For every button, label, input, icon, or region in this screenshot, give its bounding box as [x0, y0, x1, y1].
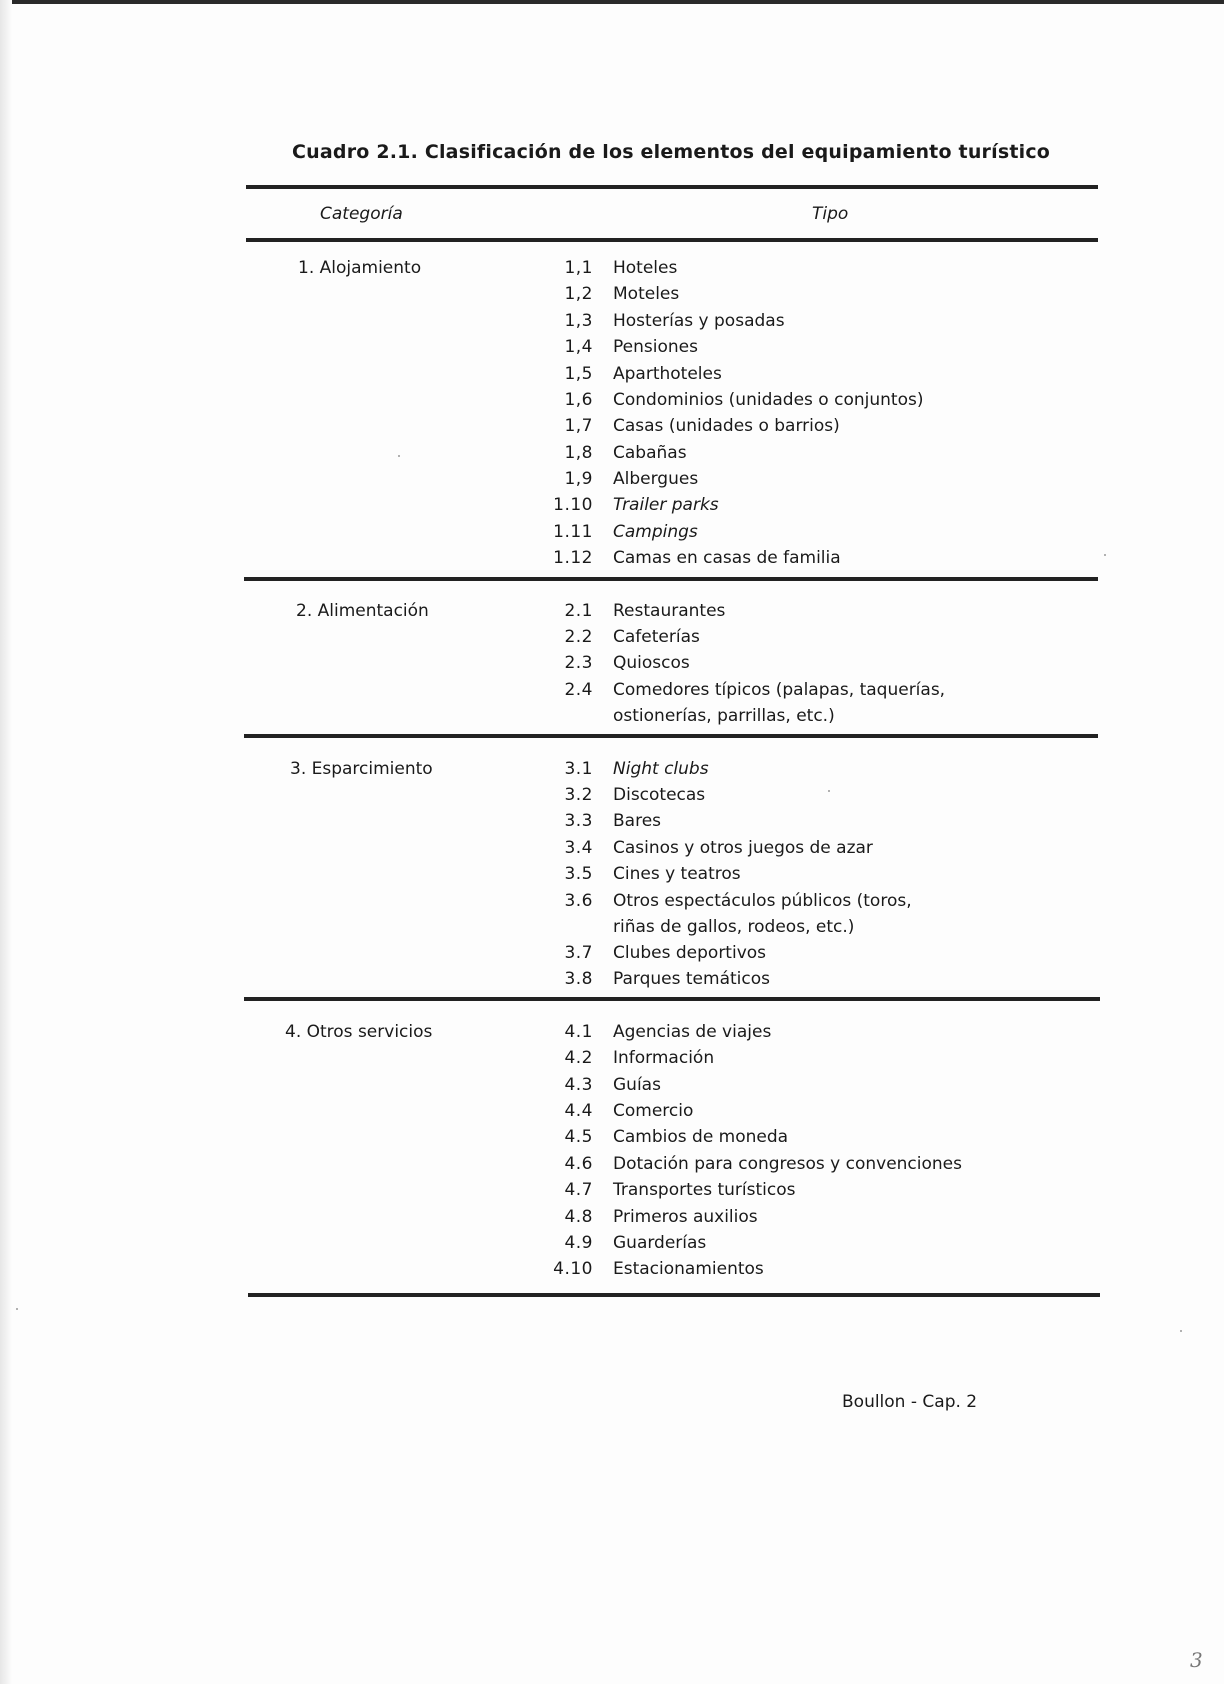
table-row — [0, 548, 1224, 574]
item-number: 1,5 — [564, 364, 593, 384]
item-text: Estacionamientos — [613, 1259, 764, 1279]
item-number: 2.1 — [564, 601, 593, 621]
bottom-rule — [248, 1293, 1100, 1297]
header-categoria: Categoría — [320, 204, 403, 224]
category-esparcimiento: 3. Esparcimiento — [290, 759, 433, 779]
table-row — [0, 1022, 1224, 1048]
item-text: Guarderías — [613, 1233, 707, 1253]
item-number: 4.8 — [564, 1207, 593, 1227]
category-alimentacion: 2. Alimentación — [296, 601, 429, 621]
table-row — [0, 1207, 1224, 1233]
item-text: ostionerías, parrillas, etc.) — [613, 706, 835, 726]
table-row — [0, 706, 1224, 732]
table-row — [0, 364, 1224, 390]
table-row — [0, 943, 1224, 969]
group-rule — [244, 997, 1100, 1001]
group-rule — [244, 577, 1098, 581]
table-row — [0, 680, 1224, 706]
table-row — [0, 1259, 1224, 1285]
table-row — [0, 627, 1224, 653]
item-text: Hoteles — [613, 258, 678, 278]
table-row — [0, 1154, 1224, 1180]
table-row — [0, 1180, 1224, 1206]
table-row — [0, 311, 1224, 337]
item-text: Night clubs — [613, 759, 709, 779]
group-rule — [244, 734, 1098, 738]
item-text: Albergues — [613, 469, 699, 489]
table-row — [0, 969, 1224, 995]
item-number: 4.5 — [564, 1127, 593, 1147]
item-text: Guías — [613, 1075, 661, 1095]
item-number: 1.11 — [553, 522, 593, 542]
item-number: 4.6 — [564, 1154, 593, 1174]
table-row — [0, 495, 1224, 521]
table-row — [0, 759, 1224, 785]
item-number: 2.4 — [564, 680, 593, 700]
item-text: Trailer parks — [613, 495, 719, 515]
item-number: 4.2 — [564, 1048, 593, 1068]
table-row — [0, 917, 1224, 943]
item-number: 4.7 — [564, 1180, 593, 1200]
item-text: Moteles — [613, 284, 680, 304]
table-row — [0, 390, 1224, 416]
item-text: Clubes deportivos — [613, 943, 767, 963]
item-number: 3.1 — [564, 759, 593, 779]
item-text: Camas en casas de familia — [613, 548, 841, 568]
item-number: 1,9 — [564, 469, 593, 489]
table-row — [0, 1233, 1224, 1259]
item-text: Cines y teatros — [613, 864, 741, 884]
item-text: Otros espectáculos públicos (toros, — [613, 891, 912, 911]
item-text: Discotecas — [613, 785, 706, 805]
item-text: Casinos y otros juegos de azar — [613, 838, 873, 858]
item-number: 4.1 — [564, 1022, 593, 1042]
scan-speck — [1180, 1330, 1182, 1332]
scan-speck — [1104, 554, 1106, 556]
item-text: Campings — [613, 522, 698, 542]
table-row — [0, 838, 1224, 864]
item-number: 4.4 — [564, 1101, 593, 1121]
item-text: Quioscos — [613, 653, 690, 673]
item-text: Transportes turísticos — [613, 1180, 796, 1200]
table-row — [0, 522, 1224, 548]
item-text: Casas (unidades o barrios) — [613, 416, 840, 436]
header-rule — [246, 238, 1098, 242]
item-text: Hosterías y posadas — [613, 311, 785, 331]
category-otros-servicios: 4. Otros servicios — [285, 1022, 433, 1042]
item-number: 4.3 — [564, 1075, 593, 1095]
item-text: Aparthoteles — [613, 364, 722, 384]
top-rule — [246, 185, 1098, 189]
footer-source: Boullon - Cap. 2 — [842, 1392, 978, 1412]
item-number: 4.9 — [564, 1233, 593, 1253]
item-number: 2.2 — [564, 627, 593, 647]
table-row — [0, 469, 1224, 495]
table-row — [0, 891, 1224, 917]
item-text: Bares — [613, 811, 662, 831]
item-number: 1,8 — [564, 443, 593, 463]
table-row — [0, 337, 1224, 363]
item-number: 1.12 — [553, 548, 593, 568]
table-row — [0, 1075, 1224, 1101]
scan-top-edge — [0, 0, 1224, 4]
item-text: Comedores típicos (palapas, taquerías, — [613, 680, 946, 700]
item-number: 3.8 — [564, 969, 593, 989]
item-text: Dotación para congresos y convenciones — [613, 1154, 962, 1174]
item-text: Agencias de viajes — [613, 1022, 772, 1042]
header-tipo: Tipo — [812, 204, 849, 224]
item-number: 1,4 — [564, 337, 593, 357]
item-text: Primeros auxilios — [613, 1207, 758, 1227]
item-text: Cambios de moneda — [613, 1127, 789, 1147]
item-text: Pensiones — [613, 337, 698, 357]
item-number: 1,1 — [564, 258, 593, 278]
item-text: Comercio — [613, 1101, 694, 1121]
scan-speck — [16, 1308, 18, 1310]
item-text: riñas de gallos, rodeos, etc.) — [613, 917, 855, 937]
scan-speck — [828, 790, 830, 792]
item-text: Restaurantes — [613, 601, 726, 621]
item-number: 3.2 — [564, 785, 593, 805]
item-number: 1.10 — [553, 495, 593, 515]
item-number: 1,3 — [564, 311, 593, 331]
item-text: Parques temáticos — [613, 969, 770, 989]
item-number: 1,7 — [564, 416, 593, 436]
table-row — [0, 1048, 1224, 1074]
item-number: 3.7 — [564, 943, 593, 963]
table-row — [0, 416, 1224, 442]
table-row — [0, 1127, 1224, 1153]
table-row — [0, 785, 1224, 811]
item-number: 3.5 — [564, 864, 593, 884]
item-text: Cafeterías — [613, 627, 700, 647]
table-row — [0, 258, 1224, 284]
item-text: Información — [613, 1048, 715, 1068]
item-number: 3.6 — [564, 891, 593, 911]
item-number: 4.10 — [553, 1259, 593, 1279]
item-number: 1,6 — [564, 390, 593, 410]
table-row — [0, 1101, 1224, 1127]
item-number: 1,2 — [564, 284, 593, 304]
item-number: 3.3 — [564, 811, 593, 831]
table-row — [0, 864, 1224, 890]
category-alojamiento: 1. Alojamiento — [298, 258, 422, 278]
scan-speck — [398, 455, 400, 457]
table-row — [0, 284, 1224, 310]
table-row — [0, 811, 1224, 837]
table-row — [0, 601, 1224, 627]
handwritten-page-number: 3 — [1190, 1648, 1203, 1672]
item-text: Cabañas — [613, 443, 687, 463]
item-text: Condominios (unidades o conjuntos) — [613, 390, 924, 410]
item-number: 3.4 — [564, 838, 593, 858]
item-number: 2.3 — [564, 653, 593, 673]
table-row — [0, 653, 1224, 679]
table-row — [0, 443, 1224, 469]
table-title: Cuadro 2.1. Clasificación de los elementos del equipamiento turístico — [292, 141, 1051, 163]
